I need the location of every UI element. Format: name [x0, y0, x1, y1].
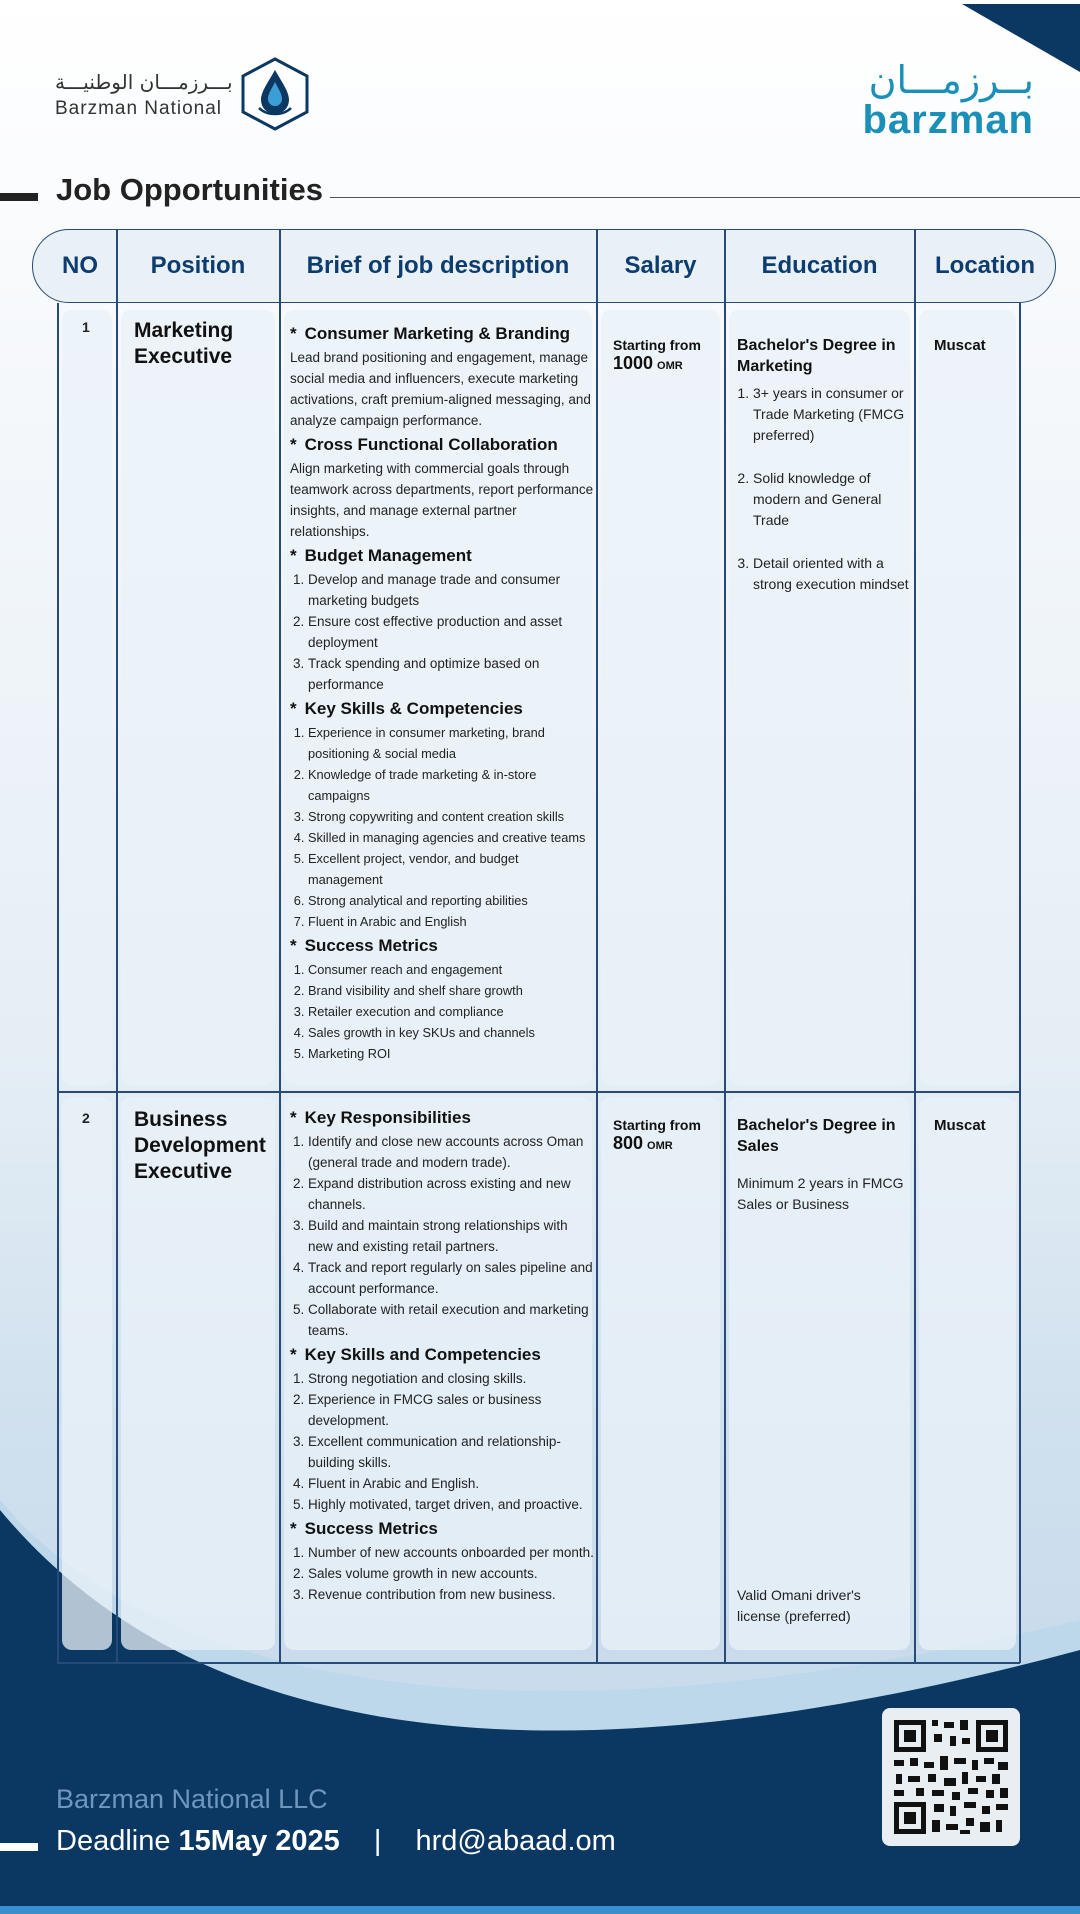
list-item: 6. Strong analytical and reporting abilities	[308, 890, 594, 911]
section-list	[290, 569, 594, 695]
column-divider	[596, 303, 598, 1663]
salary-amount: 1000	[613, 353, 654, 373]
cell-background	[62, 310, 112, 1085]
bottom-strip	[0, 1906, 1080, 1914]
list-item: 1. Strong negotiation and closing skills.	[308, 1368, 594, 1389]
list-item: 4. Skilled in managing agencies and creative teams	[308, 827, 594, 848]
salary-label: Starting from	[613, 337, 701, 353]
education-degree: Bachelor's Degree in Marketing	[737, 337, 896, 375]
cell-background	[121, 310, 275, 1085]
title-accent-bar	[0, 193, 38, 201]
list-item: 1. Number of new accounts onboarded per month.	[308, 1542, 594, 1563]
section-list	[290, 1542, 594, 1605]
list-item: 2. Expand distribution across existing and new channels.	[308, 1173, 594, 1215]
salary-cell	[613, 1117, 723, 1154]
salary-amount: 800	[613, 1133, 644, 1153]
education-list	[737, 383, 912, 595]
section-list	[290, 1131, 594, 1341]
list-item: 5. Collaborate with retail execution and marketing teams.	[308, 1299, 594, 1341]
list-item: 2. Ensure cost effective production and asset deployment	[308, 611, 594, 653]
salary-currency: OMR	[657, 360, 683, 372]
section-heading: * Budget Management	[290, 546, 472, 565]
list-item: 1. Identify and close new accounts across Oman (general trade and modern trade).	[308, 1131, 594, 1173]
education-cell	[737, 335, 912, 617]
qr-code-icon	[882, 1708, 1020, 1846]
cell-background	[919, 310, 1016, 1085]
list-item: 5. Excellent project, vendor, and budget management	[308, 848, 594, 890]
logo-english-text: Barzman National	[55, 98, 223, 119]
water-drop-hexagon-icon	[237, 56, 313, 132]
job-description	[290, 320, 594, 1064]
row-number: 2	[82, 1110, 90, 1126]
qr-code	[882, 1708, 1020, 1846]
column-divider	[914, 303, 916, 1663]
list-item: 5. Marketing ROI	[308, 1043, 594, 1064]
column-divider	[279, 303, 281, 1663]
list-item: 3. Detail oriented with a strong execution mindset	[753, 553, 912, 595]
list-item: 1. Consumer reach and engagement	[308, 959, 594, 980]
deadline-line	[56, 1825, 616, 1858]
header-salary: Salary	[624, 252, 697, 279]
position-title: Business Development Executive	[134, 1108, 266, 1183]
education-requirement: Minimum 2 years in FMCG Sales or Business	[737, 1175, 904, 1212]
list-item: 1. Experience in consumer marketing, brand positioning & social media	[308, 722, 594, 764]
barzman-english-wordmark: barzman	[862, 98, 1034, 142]
salary-currency: OMR	[647, 1140, 673, 1152]
job-description	[290, 1104, 594, 1605]
header-position: Position	[150, 252, 246, 279]
list-item: 3. Track spending and optimize based on performance	[308, 653, 594, 695]
list-item: 2. Knowledge of trade marketing & in-store campaigns	[308, 764, 594, 806]
list-item: 3. Build and maintain strong relationships with new and existing retail partners.	[308, 1215, 594, 1257]
list-item: 2. Sales volume growth in new accounts.	[308, 1563, 594, 1584]
header-no: NO	[62, 252, 98, 279]
education-degree: Bachelor's Degree in Sales	[737, 1117, 896, 1155]
table-border-right	[1019, 303, 1021, 1663]
list-item: 2. Experience in FMCG sales or business development.	[308, 1389, 594, 1431]
header-description: Brief of job description	[306, 252, 570, 279]
education-note: Valid Omani driver's license (preferred)	[737, 1587, 861, 1624]
list-item: 1. 3+ years in consumer or Trade Marketing (FMCG preferred)	[753, 383, 912, 446]
barzman-arabic-wordmark: بــرزمـــان	[868, 58, 1034, 102]
page-title: Job Opportunities	[56, 172, 323, 207]
cell-background	[601, 1097, 720, 1650]
header-location: Location	[935, 252, 1035, 279]
section-list	[290, 722, 594, 932]
list-item: 5. Highly motivated, target driven, and proactive.	[308, 1494, 594, 1515]
section-heading: * Success Metrics	[290, 936, 438, 955]
position-title: Marketing Executive	[134, 319, 234, 368]
row-number: 1	[82, 319, 90, 335]
section-heading: * Key Skills & Competencies	[290, 699, 523, 718]
list-item: 3. Revenue contribution from new business.	[308, 1584, 594, 1605]
table-border-bottom	[57, 1662, 1020, 1664]
deadline-label: Deadline	[56, 1825, 171, 1857]
deadline-date: 15May 2025	[178, 1825, 340, 1857]
barzman-logo	[863, 60, 1035, 140]
title-divider-line	[330, 197, 1080, 198]
list-item: 4. Fluent in Arabic and English.	[308, 1473, 594, 1494]
logo-arabic-text: بـــرزمـــان الوطنيـــة	[55, 70, 233, 94]
table-border-left	[57, 303, 59, 1663]
list-item: 3. Retailer execution and compliance	[308, 1001, 594, 1022]
cell-background	[919, 1097, 1016, 1650]
list-item: 1. Develop and manage trade and consumer marketing budgets	[308, 569, 594, 611]
section-list	[290, 959, 594, 1064]
header-education: Education	[761, 252, 878, 279]
section-heading: * Key Responsibilities	[290, 1108, 471, 1127]
cell-background	[62, 1097, 112, 1650]
column-divider	[724, 303, 726, 1663]
education-cell	[737, 1115, 907, 1215]
section-heading: * Cross Functional Collaboration	[290, 435, 558, 454]
section-paragraph: Lead brand positioning and engagement, manage social media and influencers, execute marketing activations, craft premium-aligned messaging, and analyze campaign performance.	[290, 350, 591, 428]
column-divider	[116, 303, 118, 1663]
location: Muscat	[934, 1117, 986, 1134]
cell-background	[601, 310, 720, 1085]
section-list	[290, 1368, 594, 1515]
location: Muscat	[934, 337, 986, 354]
section-heading: * Key Skills and Competencies	[290, 1345, 541, 1364]
row-divider	[57, 1091, 1020, 1093]
list-item: 4. Sales growth in key SKUs and channels	[308, 1022, 594, 1043]
education-note-cell	[737, 1585, 907, 1627]
list-item: 3. Excellent communication and relationship-building skills.	[308, 1431, 594, 1473]
contact-email[interactable]: hrd@abaad.om	[415, 1825, 616, 1857]
list-item: 2. Solid knowledge of modern and General Trade	[753, 468, 912, 531]
salary-cell	[613, 337, 723, 374]
salary-label: Starting from	[613, 1117, 701, 1133]
list-item: 4. Track and report regularly on sales pipeline and account performance.	[308, 1257, 594, 1299]
list-item: 3. Strong copywriting and content creation skills	[308, 806, 594, 827]
list-item: 2. Brand visibility and shelf share growth	[308, 980, 594, 1001]
list-item: 7. Fluent in Arabic and English	[308, 911, 594, 932]
section-heading: * Success Metrics	[290, 1519, 438, 1538]
footer-separator: |	[373, 1825, 382, 1857]
section-heading: * Consumer Marketing & Branding	[290, 324, 571, 343]
section-paragraph: Align marketing with commercial goals through teamwork across departments, report performance insights, and manage external partner relationships.	[290, 461, 594, 539]
company-name: Barzman National LLC	[56, 1784, 328, 1814]
footer-accent-bar	[0, 1843, 38, 1851]
